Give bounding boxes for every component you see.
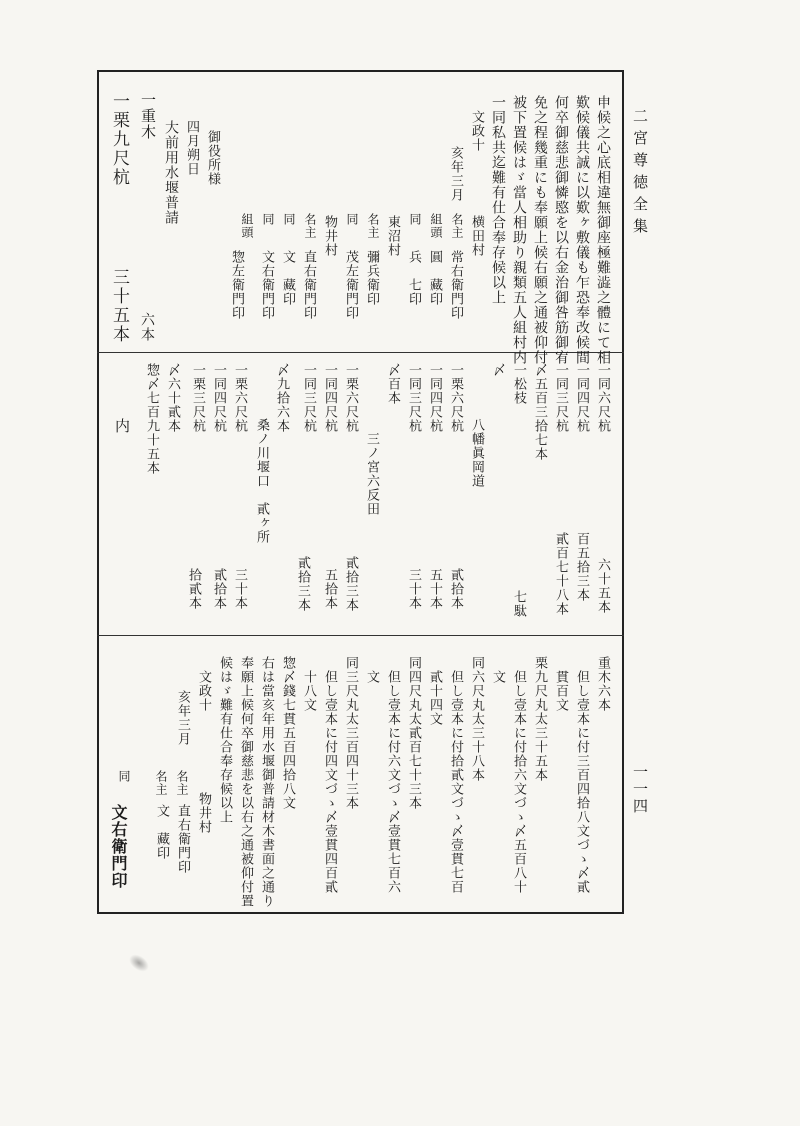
year-month: 亥年三月 — [175, 690, 190, 746]
item-count: 三十五本 — [109, 268, 129, 344]
cost-line: 候はゞ難有仕合奉存候以上 — [217, 656, 232, 824]
era: 文政十 — [469, 110, 484, 152]
body-line: 被下置候はゞ當人相助り親類五人組村内 — [511, 95, 527, 365]
list-count: 六十五本 — [595, 558, 610, 614]
section-divider-bottom — [97, 635, 624, 636]
list-count: 五十本 — [427, 568, 442, 610]
list-count: 貳拾三本 — [343, 556, 358, 612]
request-title: 大前用水堰普請 — [163, 120, 179, 225]
ink-smudge — [126, 951, 152, 975]
place-name: 桑ノ川堰口 貳ヶ所 — [254, 418, 269, 544]
item-left: 一栗九尺杭 — [109, 92, 129, 187]
section-footer: 内 — [113, 418, 131, 434]
village-name: 東沼村 — [385, 215, 400, 257]
cost-line: 貳十四文 — [427, 670, 442, 726]
signer-name: 文右衛門印 — [109, 804, 128, 889]
list-count: 七駄 — [511, 590, 526, 618]
list-subtotal: 〆六十貳本 — [165, 363, 180, 433]
list-item: 一同四尺杭 — [211, 363, 226, 433]
signer-name: 直右衛門印 — [301, 250, 316, 320]
list-count: 百五拾三本 — [574, 532, 589, 602]
body-line: 何卒御慈悲御憐愍を以右金治御咎筋御宥 — [553, 95, 569, 365]
list-item: 一同六尺杭 — [595, 363, 610, 433]
list-item: 一松枝 — [511, 363, 526, 405]
signer-name: 文 藏印 — [280, 250, 295, 306]
list-item: 一同四尺杭 — [427, 363, 442, 433]
body-line: 申候之心底相違無御座極難澁之體にて相 — [595, 95, 611, 365]
office-addressee: 御役所様 — [205, 130, 220, 186]
list-count: 貳拾三本 — [295, 556, 310, 612]
list-item: 一同四尺杭 — [574, 363, 589, 433]
signer-name: 兵 七印 — [406, 250, 421, 306]
item-count: 六本 — [139, 312, 155, 342]
book-title: 二宮尊徳全集 — [631, 108, 649, 240]
village-name: 物井村 — [322, 215, 337, 257]
signer-role: 同 — [345, 213, 359, 226]
cost-line: 右は當亥年用水堰御普請材木書面之通り — [259, 656, 274, 908]
signer-role: 名主 — [175, 770, 189, 796]
cost-line: 但し壹本に付拾六文づゝ〆五百八十 — [511, 670, 526, 894]
era: 文政十 — [196, 670, 211, 712]
cost-line: 但し壹本に付拾貳文づゝ〆壹貫七百 — [448, 670, 463, 894]
list-subtotal: 〆百本 — [385, 363, 400, 405]
cost-line: 重木六本 — [595, 656, 610, 712]
body-line: 免之程幾重にも奉願上候右願之通被仰付 — [532, 95, 548, 365]
list-count: 三十本 — [232, 568, 247, 610]
cost-line: 但し壹本に付四文づゝ〆壹貫四百貳 — [322, 670, 337, 894]
signer-role: 同 — [282, 213, 296, 226]
list-item: 一同三尺杭 — [406, 363, 421, 433]
signer-role: 同 — [408, 213, 422, 226]
cost-line: 但し壹本に付六文づゝ〆壹貫七百六 — [385, 670, 400, 894]
body-line: 一同私共迄難有仕合奉存候以上 — [490, 95, 506, 305]
list-item: 一栗六尺杭 — [343, 363, 358, 433]
cost-line: 文 — [364, 670, 379, 684]
signer-name: 文右衛門印 — [259, 250, 274, 320]
list-subtotal: 〆九拾六本 — [274, 363, 289, 433]
list-subtotal: 〆五百三拾七本 — [532, 363, 547, 461]
signer-name: 圓 藏印 — [427, 250, 442, 306]
signer-role: 名主 — [450, 213, 464, 239]
signer-role: 組頭 — [429, 213, 443, 239]
list-count: 貳拾本 — [211, 568, 226, 610]
signer-role: 名主 — [303, 213, 317, 239]
signer-name: 惣左衛門印 — [229, 250, 244, 320]
cost-line: 奉願上候何卒御慈悲を以右之通被仰付置 — [238, 656, 253, 908]
signer-role: 同 — [261, 213, 275, 226]
village-name: 物井村 — [196, 792, 211, 834]
village-name: 横田村 — [469, 215, 484, 257]
signer-name: 常右衛門印 — [448, 250, 463, 320]
cost-line: 貫百文 — [553, 670, 568, 712]
signer-role: 組頭 — [240, 213, 254, 239]
list-count: 三十本 — [406, 568, 421, 610]
signer-name: 茂左衛門印 — [343, 250, 358, 320]
list-count: 貳拾本 — [448, 568, 463, 610]
page-number: 一一四 — [631, 764, 649, 815]
cost-line: 十八文 — [301, 670, 316, 712]
date: 四月朔日 — [184, 120, 199, 176]
list-subtotal: 〆 — [490, 363, 505, 377]
signer-role: 同 — [117, 770, 131, 783]
cost-line: 文 — [490, 670, 505, 684]
signer-name: 彌兵衛印 — [364, 250, 379, 306]
cost-line: 同六尺丸太三十八本 — [469, 656, 484, 782]
list-item: 一同四尺杭 — [322, 363, 337, 433]
signer-name: 文 藏印 — [154, 804, 169, 860]
list-item: 一栗六尺杭 — [448, 363, 463, 433]
grand-total: 惣〆七百九十五本 — [144, 363, 159, 475]
year-month: 亥年三月 — [448, 146, 463, 202]
list-item: 一栗六尺杭 — [232, 363, 247, 433]
list-item: 一同三尺杭 — [553, 363, 568, 433]
cost-line: 栗九尺丸太三十五本 — [532, 656, 547, 782]
cost-line: 但し壹本に付三百四拾八文づゝ〆貳 — [574, 670, 589, 894]
list-item: 一同三尺杭 — [301, 363, 316, 433]
signer-role: 名主 — [366, 213, 380, 239]
signer-name: 直右衛門印 — [175, 804, 190, 874]
list-count: 五拾本 — [322, 568, 337, 610]
cost-line: 同三尺丸太三百四十三本 — [343, 656, 358, 810]
cost-line: 同四尺丸太貳百七十三本 — [406, 656, 421, 810]
list-item: 一栗三尺杭 — [190, 363, 205, 433]
place-name: 八幡眞岡道 — [469, 418, 484, 488]
item-left: 一重木 — [139, 92, 157, 140]
body-line: 歎候儀共誠に以歎ヶ敷儀も乍恐奉改候間 — [574, 95, 590, 365]
cost-total: 惣〆錢七貫五百四拾八文 — [280, 656, 295, 810]
list-count: 貳百七十八本 — [553, 532, 568, 616]
place-name: 三ノ宮六反田 — [364, 432, 379, 516]
list-count: 拾貳本 — [186, 568, 201, 610]
signer-role: 名主 — [154, 770, 168, 796]
